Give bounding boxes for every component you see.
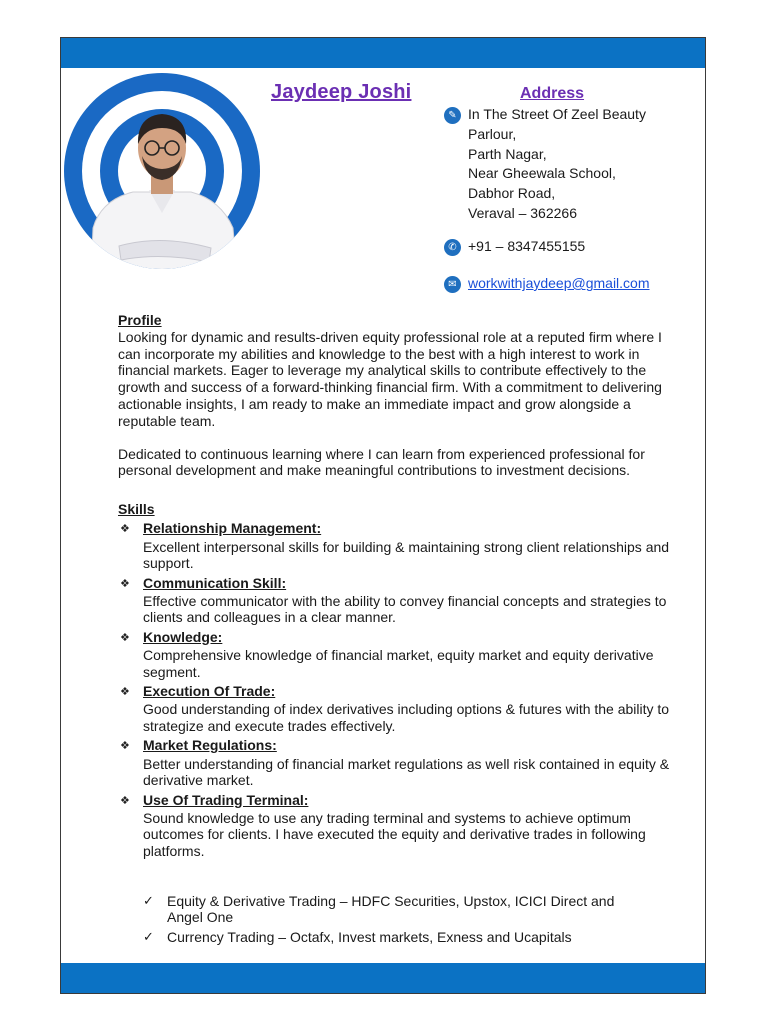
address-block [444, 105, 646, 224]
address-line: In The Street Of Zeel Beauty [468, 106, 646, 122]
skill-title: Market Regulations: [143, 737, 277, 754]
address-line: Veraval – 362266 [468, 204, 577, 221]
skill-item [118, 737, 678, 788]
platform-item [143, 929, 653, 945]
skill-item [118, 575, 678, 626]
skill-title: Communication Skill: [143, 574, 287, 591]
skill-description: Good understanding of index derivatives including options & futures with the ability to strategize and execute trades effectively. [143, 701, 670, 734]
phone-number [444, 238, 585, 254]
candidate-name: Jaydeep Joshi [271, 81, 412, 103]
skill-title: Knowledge: [143, 628, 223, 645]
resume-page [60, 37, 706, 994]
skill-item [118, 629, 678, 680]
address-line: Near Gheewala School, [468, 165, 616, 182]
profile-paragraph: Looking for dynamic and results-driven equity professional role at a reputed firm where I can incorporate my abilities and knowledge to the best with a high interest to work in financial markets. Eager to leverage my analytical skills to contribute effectively to the growth and success of a forward-thinking financial firm. With a commitment to delivering actionable insights, I am ready to make an immediate impact and grow alongside a reputable team. [118, 328, 662, 429]
skill-description: Sound knowledge to use any trading terminal and systems to achieve optimum outcomes for clients. I have executed the equity and derivative trades in following platforms. [143, 809, 646, 859]
platform-list [143, 893, 653, 948]
bullet-diamond-icon: ❖ [120, 577, 130, 590]
email-link[interactable]: workwithjaydeep@gmail.com [468, 275, 650, 291]
address-line: Dabhor Road, [468, 185, 556, 202]
profile-section [118, 312, 678, 479]
email-row [444, 275, 650, 291]
phone-icon: ✆ [444, 239, 461, 256]
top-banner [61, 38, 705, 68]
platform-item [143, 893, 653, 926]
checkmark-icon: ✓ [143, 893, 154, 908]
address-line: Parlour, [468, 125, 517, 142]
address-heading: Address [520, 85, 585, 102]
skill-item [118, 792, 678, 860]
skill-item [118, 520, 678, 571]
skill-title: Use Of Trading Terminal: [143, 791, 309, 808]
address-line: Parth Nagar, [468, 145, 547, 162]
skill-description: Better understanding of financial market regulations as well risk contained in equity & derivative market. [143, 755, 670, 789]
skills-heading: Skills [118, 501, 155, 517]
skill-description: Effective communicator with the ability to convey financial concepts and strategies to clients and colleagues in a clear manner. [143, 593, 667, 626]
email-icon: ✉ [444, 276, 461, 293]
bottom-banner [61, 963, 705, 993]
platform-text: Currency Trading – Octafx, Invest markets, Exness and Ucapitals [167, 928, 572, 945]
location-icon: ✎ [444, 107, 461, 124]
profile-paragraph-2: Dedicated to continuous learning where I can learn from experienced professional for personal development and make meaningful contributions to investment decisions. [118, 445, 645, 479]
skill-description: Excellent interpersonal skills for building & maintaining strong client relationships and support. [143, 538, 670, 572]
skill-title: Relationship Management: [143, 520, 322, 537]
skill-item [118, 683, 678, 734]
skill-title: Execution Of Trade: [143, 683, 276, 700]
skill-description: Comprehensive knowledge of financial market, equity market and equity derivative segment. [143, 647, 654, 680]
bullet-diamond-icon: ❖ [120, 794, 130, 807]
phone-text: +91 – 8347455155 [468, 238, 586, 254]
bullet-diamond-icon: ❖ [120, 631, 130, 644]
bullet-diamond-icon: ❖ [120, 740, 130, 753]
checkmark-icon: ✓ [143, 928, 154, 944]
profile-heading: Profile [118, 312, 162, 328]
profile-photo [61, 68, 263, 273]
skills-section [118, 501, 678, 862]
bullet-diamond-icon: ❖ [120, 523, 130, 536]
platform-text: Equity & Derivative Trading – HDFC Securities, Upstox, ICICI Direct and Angel One [167, 893, 615, 926]
bullet-diamond-icon: ❖ [120, 686, 130, 699]
